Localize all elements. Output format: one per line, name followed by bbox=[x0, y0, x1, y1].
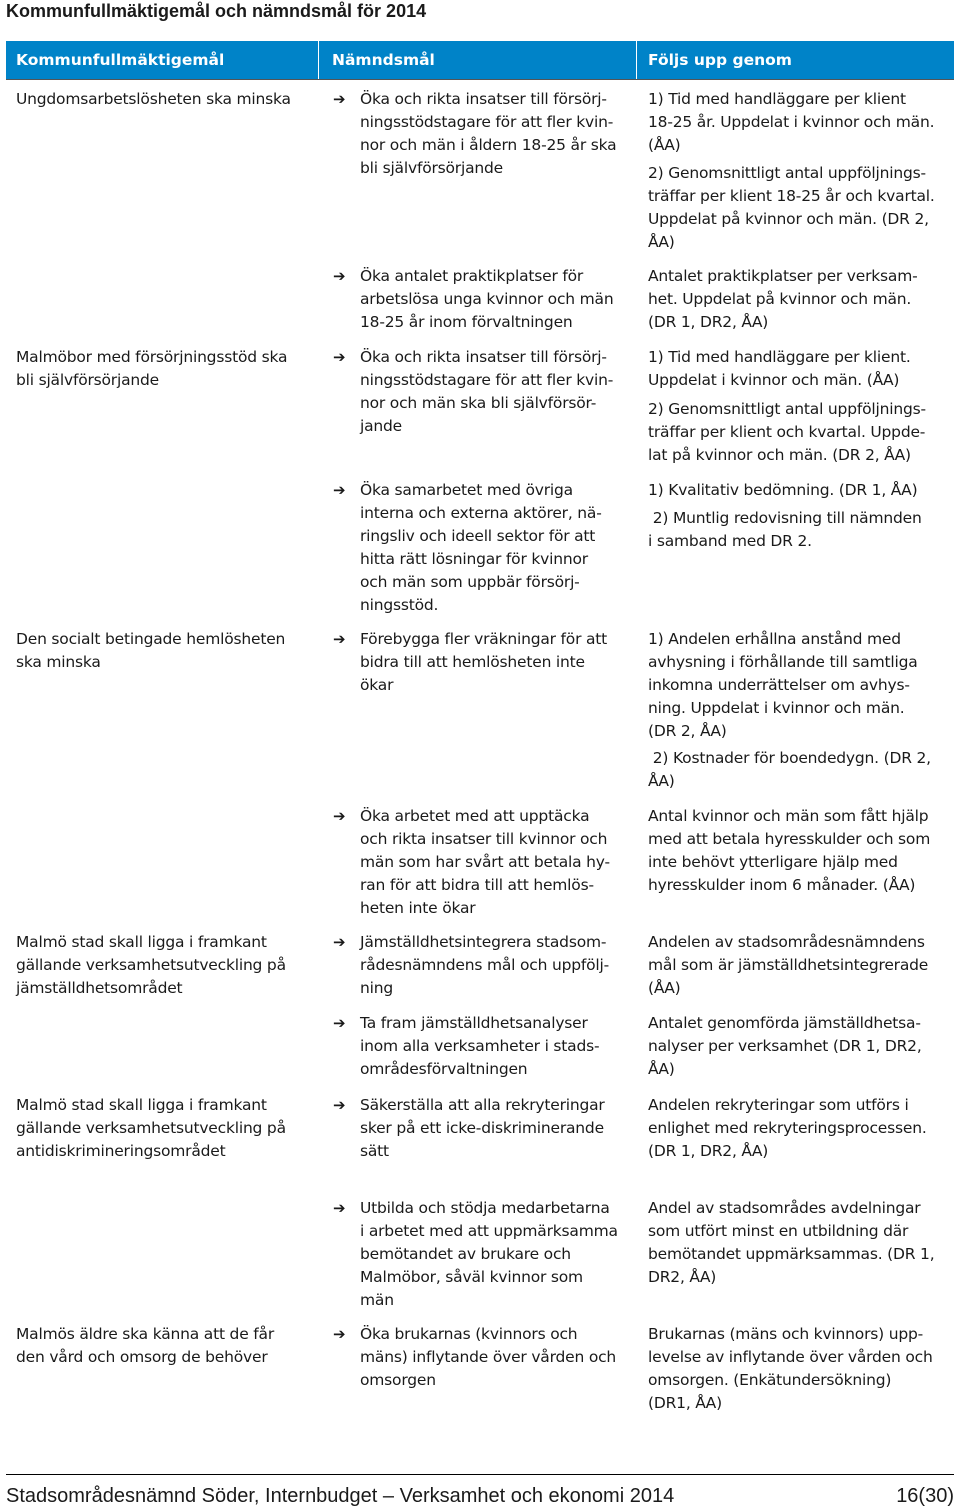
follow-up-item: Antalet genomförda jämställdhetsa- nalyser per verksamhet (DR 1, DR2, ÅA) bbox=[648, 1014, 922, 1078]
page-number: 16(30) bbox=[896, 1485, 954, 1507]
follow-up-item: 2) Genomsnittligt antal uppföljnings- träffar per klient 18-25 år och kvartal. Uppdelat på kvinnor och män. (DR 2, ÅA) bbox=[648, 164, 935, 251]
follow-up-item: Andelen av stadsområdesnämndens mål som är jämställdhetsintegrerade (ÅA) bbox=[648, 933, 929, 997]
follow-up-item: Andel av stadsområdes avdelningar som utfört minst en utbildning där bemötandet uppmärksammas. (DR 1, DR2, ÅA) bbox=[648, 1199, 935, 1286]
kf-goal: Malmöbor med försörjningsstöd ska bli självförsörjande bbox=[16, 348, 288, 389]
namndsmal-item: Säkerställa att alla rekryteringar sker på ett icke-diskriminerande sätt bbox=[360, 1096, 605, 1160]
page-footer bbox=[6, 1474, 954, 1511]
namndsmal-item: Öka samarbetet med övriga interna och externa aktörer, nä- ringsliv och ideell sektor för att hitta rätt lösningar för kvinnor och män som uppbär försörj- ningsstöd. bbox=[360, 481, 602, 614]
arrow-bullet-icon: ➔ bbox=[333, 267, 346, 285]
header-follow-up: Följs upp genom bbox=[648, 51, 792, 69]
arrow-bullet-icon: ➔ bbox=[333, 90, 346, 108]
arrow-bullet-icon: ➔ bbox=[333, 807, 346, 825]
kf-goal: Malmös äldre ska känna att de får den vård och omsorg de behöver bbox=[16, 1325, 274, 1366]
follow-up-item: Andelen rekryteringar som utförs i enlighet med rekryteringsprocessen. (DR 1, DR2, ÅA) bbox=[648, 1096, 927, 1160]
follow-up-item: Antal kvinnor och män som fått hjälp med att betala hyresskulder och som inte behövt ytterligare hjälp med hyresskulder inom 6 månader. (ÅA) bbox=[648, 807, 931, 894]
arrow-bullet-icon: ➔ bbox=[333, 630, 346, 648]
arrow-bullet-icon: ➔ bbox=[333, 481, 346, 499]
namndsmal-item: Öka och rikta insatser till försörj- ningsstödstagare för att fler kvin- nor och män i åldern 18-25 år ska bli självförsörjande bbox=[360, 90, 617, 177]
kf-goal: Malmö stad skall ligga i framkant gällande verksamhetsutveckling på antidiskrimineringsområdet bbox=[16, 1096, 286, 1160]
header-divider bbox=[636, 41, 637, 79]
header-namndsmal: Nämndsmål bbox=[332, 51, 435, 69]
namndsmal-item: Utbilda och stödja medarbetarna i arbetet med att uppmärksamma bemötandet av brukare och Malmöbor, såväl kvinnor som män bbox=[360, 1199, 618, 1309]
kf-goal: Den socialt betingade hemlösheten ska minska bbox=[16, 630, 286, 671]
follow-up-item: Antalet praktikplatser per verksam- het. Uppdelat på kvinnor och män. (DR 1, DR2, ÅA) bbox=[648, 267, 918, 331]
arrow-bullet-icon: ➔ bbox=[333, 1325, 346, 1343]
namndsmal-item: Öka brukarnas (kvinnors och mäns) inflytande över vården och omsorgen bbox=[360, 1325, 617, 1389]
arrow-bullet-icon: ➔ bbox=[333, 1014, 346, 1032]
kf-goal: Ungdomsarbetslösheten ska minska bbox=[16, 90, 291, 108]
arrow-bullet-icon: ➔ bbox=[333, 1096, 346, 1114]
header-kf-goal: Kommunfullmäktigemål bbox=[16, 51, 225, 69]
document-title: Kommunfullmäktigemål och nämndsmål för 2014 bbox=[6, 1, 427, 21]
namndsmal-item: Jämställdhetsintegrera stadsom- rådesnämndens mål och uppfölj- ning bbox=[360, 933, 610, 997]
table-header bbox=[6, 41, 954, 80]
namndsmal-item: Öka arbetet med att upptäcka och rikta insatser till kvinnor och män som har svårt att betala hy- ran för att bidra till att hemlös- heten inte ökar bbox=[360, 807, 610, 917]
arrow-bullet-icon: ➔ bbox=[333, 933, 346, 951]
namndsmal-item: Öka och rikta insatser till försörj- ningsstödstagare för att fler kvin- nor och män ska bli självförsör- jande bbox=[360, 348, 614, 435]
follow-up-item: 1) Tid med handläggare per klient 18-25 år. Uppdelat i kvinnor och män. (ÅA) bbox=[648, 90, 935, 154]
follow-up-item: 2) Genomsnittligt antal uppföljnings- träffar per klient och kvartal. Uppde- lat på kvinnor och män. (DR 2, ÅA) bbox=[648, 400, 926, 464]
follow-up-item: 2) Kostnader för boendedygn. (DR 2, ÅA) bbox=[648, 749, 931, 790]
namndsmal-item: Ta fram jämställdhetsanalyser inom alla verksamheter i stads- områdesförvaltningen bbox=[360, 1014, 600, 1078]
namndsmal-item: Öka antalet praktikplatser för arbetslösa unga kvinnor och män 18-25 år inom förvaltningen bbox=[360, 267, 614, 331]
arrow-bullet-icon: ➔ bbox=[333, 1199, 346, 1217]
namndsmal-item: Förebygga fler vräkningar för att bidra till att hemlösheten inte ökar bbox=[360, 630, 608, 694]
kf-goal: Malmö stad skall ligga i framkant gällande verksamhetsutveckling på jämställdhetsområdet bbox=[16, 933, 286, 997]
follow-up-item: 2) Muntlig redovisning till nämnden i samband med DR 2. bbox=[648, 509, 922, 550]
follow-up-item: 1) Andelen erhållna anstånd med avhysning i förhållande till samtliga inkomna underrättelser om avhys- ning. Uppdelat i kvinnor och män. (DR 2, ÅA) bbox=[648, 630, 918, 740]
arrow-bullet-icon: ➔ bbox=[333, 348, 346, 366]
follow-up-item: Brukarnas (mäns och kvinnors) upp- levelse av inflytande över vården och omsorgen. (Enkätundersökning) (DR1, ÅA) bbox=[648, 1325, 933, 1412]
follow-up-item: 1) Tid med handläggare per klient. Uppdelat i kvinnor och män. (ÅA) bbox=[648, 348, 911, 389]
follow-up-item: 1) Kvalitativ bedömning. (DR 1, ÅA) bbox=[648, 481, 918, 499]
header-divider bbox=[318, 41, 319, 79]
footer-title: Stadsområdesnämnd Söder, Internbudget – Verksamhet och ekonomi 2014 bbox=[6, 1485, 675, 1507]
